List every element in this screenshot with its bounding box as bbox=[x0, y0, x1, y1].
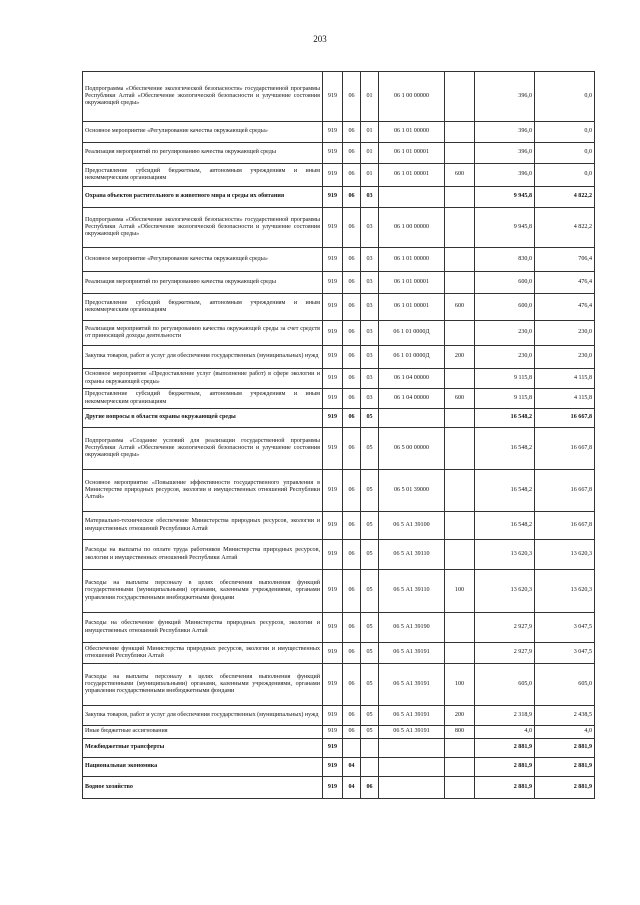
row-sum-first-cell: 9 945,8 bbox=[475, 208, 535, 248]
row-grbs-cell: 919 bbox=[323, 208, 343, 248]
row-subsection-cell: 05 bbox=[361, 706, 379, 726]
row-expense-type-cell bbox=[445, 409, 475, 428]
row-expense-type-cell bbox=[445, 540, 475, 570]
table-row bbox=[83, 409, 595, 428]
row-name-cell: Другие вопросы в области охраны окружающей среды bbox=[83, 409, 323, 428]
row-sum-second-cell: 4 115,8 bbox=[535, 389, 595, 409]
table-row bbox=[83, 369, 595, 389]
row-sum-first-cell: 600,0 bbox=[475, 294, 535, 321]
row-subsection-cell: 03 bbox=[361, 187, 379, 208]
row-target-article-cell: 06 5 А1 39191 bbox=[379, 706, 445, 726]
row-section-cell: 06 bbox=[343, 643, 361, 664]
table-row bbox=[83, 389, 595, 409]
row-expense-type-cell: 100 bbox=[445, 664, 475, 706]
row-expense-type-cell bbox=[445, 470, 475, 512]
row-expense-type-cell: 600 bbox=[445, 294, 475, 321]
row-sum-second-cell: 2 881,9 bbox=[535, 777, 595, 799]
table-row bbox=[83, 739, 595, 758]
row-subsection-cell: 05 bbox=[361, 540, 379, 570]
row-subsection-cell: 03 bbox=[361, 321, 379, 346]
row-name-cell: Расходы на выплаты персоналу в целях обеспечения выполнения функций государственными (муниципальными) органами, казенными учреждениями, органами управления государственными внебюджетными фондами bbox=[83, 570, 323, 613]
table-row bbox=[83, 122, 595, 143]
row-sum-first-cell: 13 620,3 bbox=[475, 540, 535, 570]
row-sum-second-cell: 3 047,5 bbox=[535, 613, 595, 643]
row-sum-first-cell: 605,0 bbox=[475, 664, 535, 706]
row-name-cell: Расходы на выплаты по оплате труда работников Министерства природных ресурсов, экологии и имущественных отношений Республики Алтай bbox=[83, 540, 323, 570]
row-name-cell: Основное мероприятие «Регулирование качества окружающей среды» bbox=[83, 122, 323, 143]
row-sum-second-cell: 2 881,9 bbox=[535, 739, 595, 758]
row-expense-type-cell bbox=[445, 369, 475, 389]
row-name-cell: Предоставление субсидий бюджетным, автономным учреждениям и иным некоммерческим организациям bbox=[83, 294, 323, 321]
row-section-cell: 06 bbox=[343, 613, 361, 643]
row-grbs-cell: 919 bbox=[323, 272, 343, 294]
row-subsection-cell: 03 bbox=[361, 272, 379, 294]
table-row bbox=[83, 208, 595, 248]
row-target-article-cell bbox=[379, 758, 445, 777]
row-sum-second-cell: 476,4 bbox=[535, 294, 595, 321]
table-row bbox=[83, 643, 595, 664]
row-subsection-cell: 03 bbox=[361, 389, 379, 409]
row-name-cell: Иные бюджетные ассигнования bbox=[83, 726, 323, 739]
row-name-cell: Закупка товаров, работ и услуг для обеспечения государственных (муниципальных) нужд bbox=[83, 706, 323, 726]
row-section-cell: 06 bbox=[343, 122, 361, 143]
row-subsection-cell: 03 bbox=[361, 294, 379, 321]
row-subsection-cell: 05 bbox=[361, 643, 379, 664]
row-section-cell: 06 bbox=[343, 321, 361, 346]
table-row bbox=[83, 248, 595, 272]
row-sum-first-cell: 16 548,2 bbox=[475, 470, 535, 512]
row-target-article-cell: 06 5 А1 39110 bbox=[379, 540, 445, 570]
row-subsection-cell: 01 bbox=[361, 122, 379, 143]
row-name-cell: Реализация мероприятий по регулированию качества окружающей среды bbox=[83, 143, 323, 164]
row-target-article-cell: 06 1 04 00000 bbox=[379, 369, 445, 389]
row-subsection-cell: 05 bbox=[361, 409, 379, 428]
row-target-article-cell: 06 1 04 00000 bbox=[379, 389, 445, 409]
table-row bbox=[83, 470, 595, 512]
page-number: 203 bbox=[313, 34, 327, 44]
row-subsection-cell: 03 bbox=[361, 369, 379, 389]
row-section-cell: 06 bbox=[343, 570, 361, 613]
row-expense-type-cell bbox=[445, 272, 475, 294]
table-row bbox=[83, 512, 595, 540]
row-name-cell: Расходы на выплаты персоналу в целях обеспечения выполнения функций государственными (муниципальными) органами, казенными учреждениями, органами управления государственными внебюджетными фондами bbox=[83, 664, 323, 706]
row-name-cell: Материально-техническое обеспечение Министерства природных ресурсов, экологии и имущественных отношений Республики Алтай bbox=[83, 512, 323, 540]
table-body bbox=[83, 72, 595, 799]
row-sum-first-cell: 2 927,9 bbox=[475, 613, 535, 643]
row-section-cell: 06 bbox=[343, 294, 361, 321]
row-target-article-cell: 06 5 А1 39191 bbox=[379, 664, 445, 706]
row-section-cell: 06 bbox=[343, 726, 361, 739]
row-grbs-cell: 919 bbox=[323, 470, 343, 512]
row-sum-second-cell: 16 667,8 bbox=[535, 409, 595, 428]
row-name-cell: Основное мероприятие «Повышение эффективности государственного управления в Министерстве природных ресурсов, экологии и имущественных отношений Республики Алтай» bbox=[83, 470, 323, 512]
row-expense-type-cell bbox=[445, 321, 475, 346]
row-sum-second-cell: 13 620,3 bbox=[535, 570, 595, 613]
row-section-cell: 06 bbox=[343, 143, 361, 164]
row-target-article-cell: 06 5 А1 39190 bbox=[379, 613, 445, 643]
row-sum-first-cell: 13 620,3 bbox=[475, 570, 535, 613]
row-sum-second-cell: 16 667,8 bbox=[535, 428, 595, 470]
row-subsection-cell: 06 bbox=[361, 777, 379, 799]
row-name-cell: Реализация мероприятий по регулированию качества окружающей среды за счет средств от приносящей доходы деятельности bbox=[83, 321, 323, 346]
row-sum-first-cell: 16 548,2 bbox=[475, 409, 535, 428]
row-expense-type-cell: 600 bbox=[445, 389, 475, 409]
row-sum-second-cell: 4 115,8 bbox=[535, 369, 595, 389]
row-target-article-cell: 06 1 01 00001 bbox=[379, 164, 445, 187]
row-expense-type-cell bbox=[445, 428, 475, 470]
table-row bbox=[83, 540, 595, 570]
row-grbs-cell: 919 bbox=[323, 72, 343, 122]
row-name-cell: Основное мероприятие «Предоставление услуг (выполнение работ) в сфере экологии и охраны окружающей среды» bbox=[83, 369, 323, 389]
row-name-cell: Национальная экономика bbox=[83, 758, 323, 777]
row-target-article-cell: 06 1 01 00001 bbox=[379, 143, 445, 164]
row-sum-second-cell: 0,0 bbox=[535, 164, 595, 187]
row-section-cell: 06 bbox=[343, 706, 361, 726]
table-row bbox=[83, 72, 595, 122]
row-subsection-cell: 05 bbox=[361, 570, 379, 613]
row-sum-second-cell: 230,0 bbox=[535, 346, 595, 369]
row-section-cell: 06 bbox=[343, 248, 361, 272]
row-grbs-cell: 919 bbox=[323, 758, 343, 777]
row-name-cell: Предоставление субсидий бюджетным, автономным учреждениям и иным некоммерческим организациям bbox=[83, 164, 323, 187]
row-grbs-cell: 919 bbox=[323, 346, 343, 369]
row-expense-type-cell bbox=[445, 777, 475, 799]
row-sum-second-cell: 2 881,9 bbox=[535, 758, 595, 777]
row-grbs-cell: 919 bbox=[323, 643, 343, 664]
row-section-cell: 06 bbox=[343, 369, 361, 389]
row-subsection-cell: 05 bbox=[361, 613, 379, 643]
row-sum-second-cell: 0,0 bbox=[535, 72, 595, 122]
row-expense-type-cell bbox=[445, 758, 475, 777]
row-grbs-cell: 919 bbox=[323, 706, 343, 726]
row-section-cell: 06 bbox=[343, 187, 361, 208]
row-subsection-cell: 05 bbox=[361, 428, 379, 470]
row-grbs-cell: 919 bbox=[323, 389, 343, 409]
row-section-cell: 06 bbox=[343, 409, 361, 428]
row-subsection-cell: 05 bbox=[361, 470, 379, 512]
table-row bbox=[83, 758, 595, 777]
row-sum-first-cell: 396,0 bbox=[475, 143, 535, 164]
row-sum-first-cell: 396,0 bbox=[475, 72, 535, 122]
row-target-article-cell bbox=[379, 777, 445, 799]
row-expense-type-cell: 200 bbox=[445, 346, 475, 369]
row-subsection-cell: 03 bbox=[361, 208, 379, 248]
row-grbs-cell: 919 bbox=[323, 428, 343, 470]
row-target-article-cell: 06 1 01 00001 bbox=[379, 272, 445, 294]
row-section-cell: 06 bbox=[343, 428, 361, 470]
row-target-article-cell: 06 1 00 00000 bbox=[379, 72, 445, 122]
row-name-cell: Расходы на обеспечение функций Министерства природных ресурсов, экологии и имущественных отношений Республики Алтай bbox=[83, 613, 323, 643]
row-expense-type-cell bbox=[445, 122, 475, 143]
row-grbs-cell: 919 bbox=[323, 369, 343, 389]
row-section-cell: 04 bbox=[343, 777, 361, 799]
row-sum-second-cell: 3 047,5 bbox=[535, 643, 595, 664]
row-expense-type-cell bbox=[445, 512, 475, 540]
row-target-article-cell: 06 5 01 39000 bbox=[379, 470, 445, 512]
row-subsection-cell: 01 bbox=[361, 143, 379, 164]
row-sum-second-cell: 0,0 bbox=[535, 122, 595, 143]
row-name-cell: Водное хозяйство bbox=[83, 777, 323, 799]
row-subsection-cell: 01 bbox=[361, 164, 379, 187]
row-sum-second-cell: 605,0 bbox=[535, 664, 595, 706]
row-subsection-cell: 05 bbox=[361, 512, 379, 540]
row-sum-second-cell: 4,0 bbox=[535, 726, 595, 739]
row-sum-second-cell: 4 822,2 bbox=[535, 208, 595, 248]
row-target-article-cell bbox=[379, 739, 445, 758]
row-grbs-cell: 919 bbox=[323, 512, 343, 540]
row-target-article-cell: 06 1 01 00001 bbox=[379, 294, 445, 321]
row-sum-first-cell: 16 548,2 bbox=[475, 428, 535, 470]
table-row bbox=[83, 294, 595, 321]
table-row bbox=[83, 346, 595, 369]
row-sum-first-cell: 9 115,8 bbox=[475, 369, 535, 389]
row-grbs-cell: 919 bbox=[323, 143, 343, 164]
row-expense-type-cell: 200 bbox=[445, 706, 475, 726]
row-target-article-cell: 06 5 А1 39191 bbox=[379, 643, 445, 664]
row-target-article-cell: 06 5 А1 39100 bbox=[379, 512, 445, 540]
row-subsection-cell bbox=[361, 739, 379, 758]
row-sum-first-cell: 9 945,8 bbox=[475, 187, 535, 208]
row-grbs-cell: 919 bbox=[323, 726, 343, 739]
table-row bbox=[83, 272, 595, 294]
row-sum-first-cell: 2 881,9 bbox=[475, 758, 535, 777]
row-sum-second-cell: 706,4 bbox=[535, 248, 595, 272]
row-grbs-cell: 919 bbox=[323, 321, 343, 346]
row-sum-first-cell: 9 115,8 bbox=[475, 389, 535, 409]
row-sum-first-cell: 2 927,9 bbox=[475, 643, 535, 664]
row-grbs-cell: 919 bbox=[323, 664, 343, 706]
row-expense-type-cell: 100 bbox=[445, 570, 475, 613]
row-sum-first-cell: 2 318,9 bbox=[475, 706, 535, 726]
table-row bbox=[83, 777, 595, 799]
row-target-article-cell: 06 1 01 0000Д bbox=[379, 321, 445, 346]
row-expense-type-cell: 800 bbox=[445, 726, 475, 739]
row-name-cell: Подпрограмма «Обеспечение экологической безопасности» государственной программы Республики Алтай «Обеспечение экологической безопасности и улучшение состояния окружающей среды» bbox=[83, 208, 323, 248]
table-row bbox=[83, 143, 595, 164]
row-section-cell: 06 bbox=[343, 346, 361, 369]
row-section-cell: 06 bbox=[343, 540, 361, 570]
row-section-cell: 06 bbox=[343, 470, 361, 512]
row-section-cell: 06 bbox=[343, 208, 361, 248]
row-sum-first-cell: 230,0 bbox=[475, 346, 535, 369]
row-section-cell: 06 bbox=[343, 164, 361, 187]
row-subsection-cell bbox=[361, 758, 379, 777]
row-grbs-cell: 919 bbox=[323, 409, 343, 428]
row-name-cell: Охрана объектов растительного и животного мира и среды их обитания bbox=[83, 187, 323, 208]
row-name-cell: Закупка товаров, работ и услуг для обеспечения государственных (муниципальных) нужд bbox=[83, 346, 323, 369]
row-name-cell: Обеспечение функций Министерства природных ресурсов, экологии и имущественных отношений Республики Алтай bbox=[83, 643, 323, 664]
row-name-cell: Подпрограмма «Создание условий для реализации государственной программы Республики Алтай «Обеспечение экологической безопасности и улучшение состояния окружающей среды» bbox=[83, 428, 323, 470]
row-expense-type-cell bbox=[445, 248, 475, 272]
row-section-cell: 06 bbox=[343, 72, 361, 122]
row-expense-type-cell bbox=[445, 143, 475, 164]
row-subsection-cell: 03 bbox=[361, 248, 379, 272]
row-expense-type-cell bbox=[445, 72, 475, 122]
row-subsection-cell: 03 bbox=[361, 346, 379, 369]
row-target-article-cell bbox=[379, 409, 445, 428]
row-expense-type-cell bbox=[445, 739, 475, 758]
row-grbs-cell: 919 bbox=[323, 777, 343, 799]
row-grbs-cell: 919 bbox=[323, 164, 343, 187]
row-section-cell: 06 bbox=[343, 512, 361, 540]
table-row bbox=[83, 726, 595, 739]
row-sum-first-cell: 16 548,2 bbox=[475, 512, 535, 540]
row-name-cell: Основное мероприятие «Регулирование качества окружающей среды» bbox=[83, 248, 323, 272]
row-subsection-cell: 05 bbox=[361, 726, 379, 739]
row-sum-first-cell: 230,0 bbox=[475, 321, 535, 346]
row-target-article-cell bbox=[379, 187, 445, 208]
row-sum-second-cell: 2 438,5 bbox=[535, 706, 595, 726]
row-expense-type-cell bbox=[445, 643, 475, 664]
row-target-article-cell: 06 5 00 00000 bbox=[379, 428, 445, 470]
budget-table bbox=[82, 71, 595, 799]
row-sum-first-cell: 830,0 bbox=[475, 248, 535, 272]
row-section-cell: 04 bbox=[343, 758, 361, 777]
row-expense-type-cell bbox=[445, 187, 475, 208]
row-name-cell: Реализация мероприятий по регулированию качества окружающей среды bbox=[83, 272, 323, 294]
row-name-cell: Подпрограмма «Обеспечение экологической безопасности» государственной программы Республики Алтай «Обеспечение экологической безопасности и улучшение состояния окружающей среды» bbox=[83, 72, 323, 122]
row-expense-type-cell: 600 bbox=[445, 164, 475, 187]
row-subsection-cell: 05 bbox=[361, 664, 379, 706]
row-sum-second-cell: 0,0 bbox=[535, 143, 595, 164]
row-expense-type-cell bbox=[445, 613, 475, 643]
row-name-cell: Межбюджетные трансферты bbox=[83, 739, 323, 758]
row-sum-second-cell: 16 667,8 bbox=[535, 512, 595, 540]
table-row bbox=[83, 613, 595, 643]
table-row bbox=[83, 664, 595, 706]
row-sum-first-cell: 396,0 bbox=[475, 122, 535, 143]
row-sum-second-cell: 16 667,8 bbox=[535, 470, 595, 512]
table-row bbox=[83, 164, 595, 187]
row-sum-second-cell: 13 620,3 bbox=[535, 540, 595, 570]
row-expense-type-cell bbox=[445, 208, 475, 248]
row-sum-first-cell: 2 881,9 bbox=[475, 777, 535, 799]
row-grbs-cell: 919 bbox=[323, 187, 343, 208]
row-section-cell: 06 bbox=[343, 664, 361, 706]
row-sum-second-cell: 476,4 bbox=[535, 272, 595, 294]
row-sum-second-cell: 4 822,2 bbox=[535, 187, 595, 208]
row-grbs-cell: 919 bbox=[323, 739, 343, 758]
row-target-article-cell: 06 1 01 00000 bbox=[379, 122, 445, 143]
table-row bbox=[83, 706, 595, 726]
row-target-article-cell: 06 1 00 00000 bbox=[379, 208, 445, 248]
row-sum-second-cell: 230,0 bbox=[535, 321, 595, 346]
row-target-article-cell: 06 5 А1 39191 bbox=[379, 726, 445, 739]
row-grbs-cell: 919 bbox=[323, 540, 343, 570]
table-row bbox=[83, 428, 595, 470]
row-section-cell bbox=[343, 739, 361, 758]
row-sum-first-cell: 4,0 bbox=[475, 726, 535, 739]
row-sum-first-cell: 600,0 bbox=[475, 272, 535, 294]
row-sum-first-cell: 2 881,9 bbox=[475, 739, 535, 758]
row-grbs-cell: 919 bbox=[323, 248, 343, 272]
row-target-article-cell: 06 1 01 0000Д bbox=[379, 346, 445, 369]
row-grbs-cell: 919 bbox=[323, 122, 343, 143]
row-section-cell: 06 bbox=[343, 389, 361, 409]
table-row bbox=[83, 570, 595, 613]
row-grbs-cell: 919 bbox=[323, 294, 343, 321]
row-grbs-cell: 919 bbox=[323, 570, 343, 613]
table-row bbox=[83, 187, 595, 208]
table-row bbox=[83, 321, 595, 346]
row-section-cell: 06 bbox=[343, 272, 361, 294]
row-target-article-cell: 06 1 01 00000 bbox=[379, 248, 445, 272]
row-grbs-cell: 919 bbox=[323, 613, 343, 643]
row-target-article-cell: 06 5 А1 39110 bbox=[379, 570, 445, 613]
row-sum-first-cell: 396,0 bbox=[475, 164, 535, 187]
row-subsection-cell: 01 bbox=[361, 72, 379, 122]
row-name-cell: Предоставление субсидий бюджетным, автономным учреждениям и иным некоммерческим организациям bbox=[83, 389, 323, 409]
